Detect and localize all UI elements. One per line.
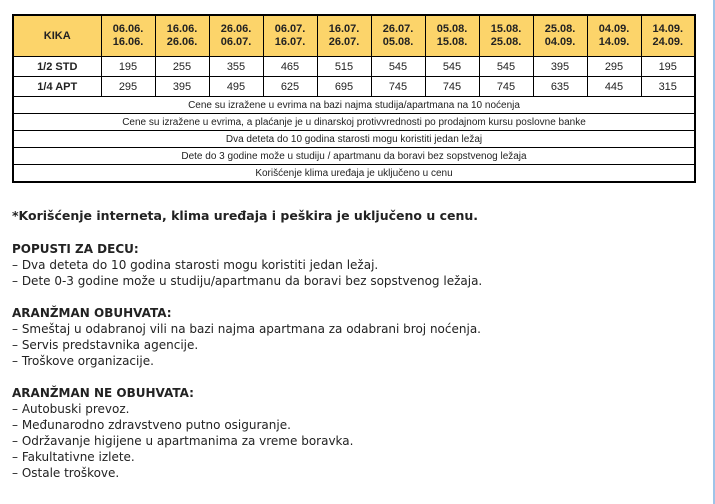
info-text bbox=[12, 208, 702, 497]
price-cell: 625 bbox=[263, 77, 317, 97]
table-note: Korišćenje klima uređaja je uključeno u cenu bbox=[13, 165, 695, 183]
price-cell: 355 bbox=[209, 57, 263, 77]
period-start: 16.06. bbox=[166, 23, 198, 35]
period-start: 15.08. bbox=[490, 23, 522, 35]
price-cell: 745 bbox=[425, 77, 479, 97]
section-list bbox=[12, 321, 702, 369]
price-cell: 255 bbox=[155, 57, 209, 77]
period-start: 26.07. bbox=[382, 23, 414, 35]
price-cell: 295 bbox=[587, 57, 641, 77]
room-type-label: 1/2 STD bbox=[13, 57, 101, 77]
period-end: 14.09. bbox=[598, 36, 630, 48]
list-item: – Dete 0-3 godine može u studiju/apartmanu da boravi bez sopstvenog ležaja. bbox=[12, 274, 483, 288]
period-end: 16.06. bbox=[112, 36, 144, 48]
price-cell: 745 bbox=[479, 77, 533, 97]
period-end: 16.07. bbox=[274, 36, 306, 48]
period-header bbox=[263, 15, 317, 57]
period-header bbox=[641, 15, 695, 57]
list-item: – Servis predstavnika agencije. bbox=[12, 338, 199, 352]
table-note-row bbox=[13, 131, 695, 148]
table-note: Dva deteta do 10 godina starosti mogu koristiti jedan ležaj bbox=[13, 131, 695, 148]
list-item: – Troškove organizacije. bbox=[12, 354, 154, 368]
room-type-label: 1/4 APT bbox=[13, 77, 101, 97]
info-sections bbox=[12, 241, 702, 481]
price-cell: 195 bbox=[101, 57, 155, 77]
price-cell: 315 bbox=[641, 77, 695, 97]
period-start: 04.09. bbox=[598, 23, 630, 35]
period-end: 26.07. bbox=[328, 36, 360, 48]
table-note-row bbox=[13, 97, 695, 114]
price-cell: 695 bbox=[317, 77, 371, 97]
list-item: – Održavanje higijene u apartmanima za vreme boravka. bbox=[12, 434, 354, 448]
period-start: 26.06. bbox=[220, 23, 252, 35]
period-header bbox=[101, 15, 155, 57]
table-note-row bbox=[13, 148, 695, 165]
section-list bbox=[12, 257, 702, 289]
price-cell: 545 bbox=[425, 57, 479, 77]
list-item: – Fakultativne izlete. bbox=[12, 450, 135, 464]
table-note-row bbox=[13, 165, 695, 183]
price-cell: 395 bbox=[533, 57, 587, 77]
table-corner-label: KIKA bbox=[13, 15, 101, 57]
period-header bbox=[479, 15, 533, 57]
price-cell: 445 bbox=[587, 77, 641, 97]
period-start: 16.07. bbox=[328, 23, 360, 35]
period-start: 06.07. bbox=[274, 23, 306, 35]
price-cell: 495 bbox=[209, 77, 263, 97]
list-item: – Smeštaj u odabranoj vili na bazi najma apartmana za odabrani broj noćenja. bbox=[12, 322, 481, 336]
period-header bbox=[533, 15, 587, 57]
price-cell: 545 bbox=[479, 57, 533, 77]
period-end: 26.06. bbox=[166, 36, 198, 48]
period-end: 24.09. bbox=[652, 36, 684, 48]
period-start: 14.09. bbox=[652, 23, 684, 35]
table-note: Cene su izražene u evrima na bazi najma studija/apartmana na 10 noćenja bbox=[13, 97, 695, 114]
list-item: – Dva deteta do 10 godina starosti mogu koristiti jedan ležaj. bbox=[12, 258, 379, 272]
list-item: – Ostale troškove. bbox=[12, 466, 120, 480]
list-item: – Međunarodno zdravstveno putno osiguranje. bbox=[12, 418, 291, 432]
price-cell: 515 bbox=[317, 57, 371, 77]
table-note-row bbox=[13, 114, 695, 131]
period-start: 05.08. bbox=[436, 23, 468, 35]
list-item: – Autobuski prevoz. bbox=[12, 402, 130, 416]
period-end: 06.07. bbox=[220, 36, 252, 48]
section-title: POPUSTI ZA DECU: bbox=[12, 242, 139, 256]
price-cell: 195 bbox=[641, 57, 695, 77]
price-cell: 395 bbox=[155, 77, 209, 97]
price-row bbox=[13, 77, 695, 97]
period-header bbox=[371, 15, 425, 57]
period-end: 04.09. bbox=[544, 36, 576, 48]
price-cell: 295 bbox=[101, 77, 155, 97]
period-header bbox=[155, 15, 209, 57]
included-note: *Korišćenje interneta, klima uređaja i peškira je uključeno u cenu. bbox=[12, 208, 479, 223]
period-header bbox=[209, 15, 263, 57]
table-header-row bbox=[13, 15, 695, 57]
period-start: 25.08. bbox=[544, 23, 576, 35]
period-end: 15.08. bbox=[436, 36, 468, 48]
table-note: Dete do 3 godine može u studiju / apartmanu da boravi bez sopstvenog ležaja bbox=[13, 148, 695, 165]
price-table bbox=[12, 14, 696, 183]
table-note: Cene su izražene u evrima, a plaćanje je u dinarskoj protivvrednosti po prodajnom kursu poslovne banke bbox=[13, 114, 695, 131]
price-cell: 545 bbox=[371, 57, 425, 77]
period-header bbox=[587, 15, 641, 57]
section-list bbox=[12, 401, 702, 481]
period-header bbox=[425, 15, 479, 57]
period-header bbox=[317, 15, 371, 57]
price-cell: 745 bbox=[371, 77, 425, 97]
price-cell: 635 bbox=[533, 77, 587, 97]
price-row bbox=[13, 57, 695, 77]
period-end: 25.08. bbox=[490, 36, 522, 48]
section-title: ARANŽMAN OBUHVATA: bbox=[12, 306, 172, 320]
period-end: 05.08. bbox=[382, 36, 414, 48]
section-title: ARANŽMAN NE OBUHVATA: bbox=[12, 386, 194, 400]
period-start: 06.06. bbox=[112, 23, 144, 35]
price-cell: 465 bbox=[263, 57, 317, 77]
